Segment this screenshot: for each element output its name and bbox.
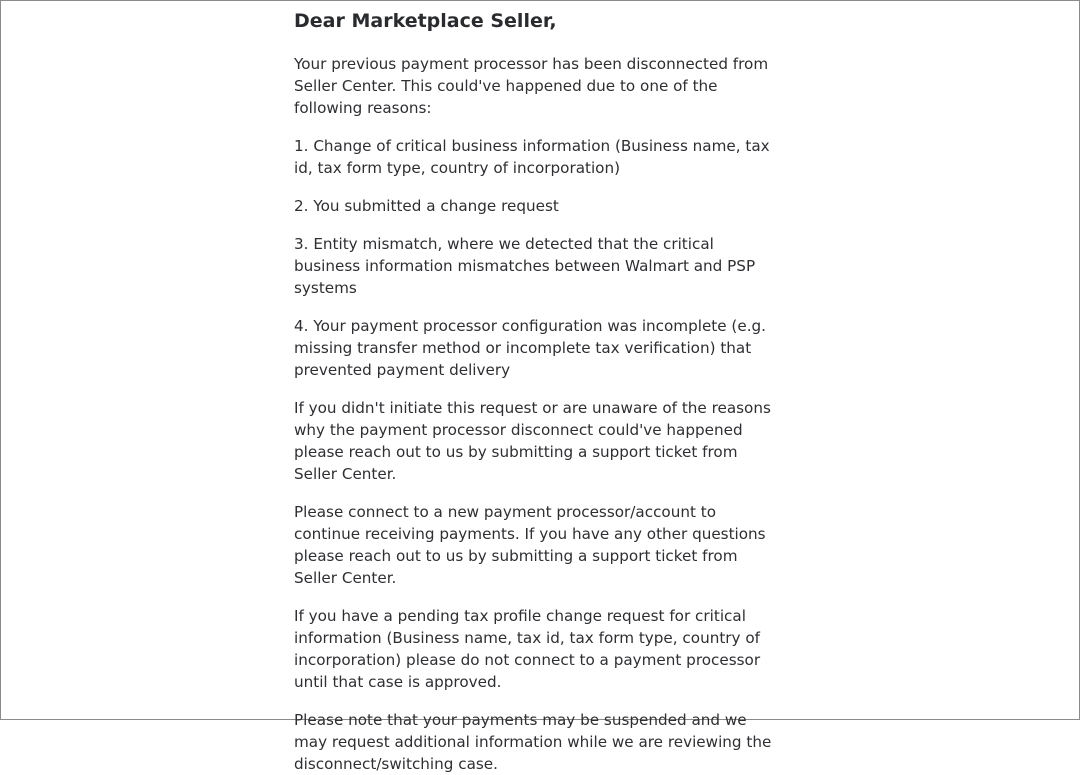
reason-item-3: 3. Entity mismatch, where we detected that the critical business information mismatches between Walmart and PSP systems [294,235,756,297]
intro-paragraph: Your previous payment processor has been disconnected from Seller Center. This could've happened due to one of the following reasons: [294,55,769,117]
reason-item-1: 1. Change of critical business information (Business name, tax id, tax form type, country of incorporation) [294,137,770,177]
reason-item-2: 2. You submitted a change request [294,197,559,215]
reason-item-4: 4. Your payment processor configuration was incomplete (e.g. missing transfer method or incomplete tax verification) that prevented payment delivery [294,317,766,379]
email-body [294,1,779,775]
unaware-paragraph: If you didn't initiate this request or are unaware of the reasons why the payment processor disconnect could've happened please reach out to us by submitting a support ticket from Seller Center. [294,399,771,483]
connect-paragraph: Please connect to a new payment processor/account to continue receiving payments. If you have any other questions please reach out to us by submitting a support ticket from Seller Center. [294,503,766,587]
email-greeting: Dear Marketplace Seller, [294,10,557,32]
pending-tax-paragraph: If you have a pending tax profile change request for critical information (Business name, tax id, tax form type, country of incorporation) please do not connect to a payment processor until that case is approved. [294,607,761,691]
suspension-paragraph: Please note that your payments may be suspended and we may request additional information while we are reviewing the disconnect/switching case. [294,711,772,773]
